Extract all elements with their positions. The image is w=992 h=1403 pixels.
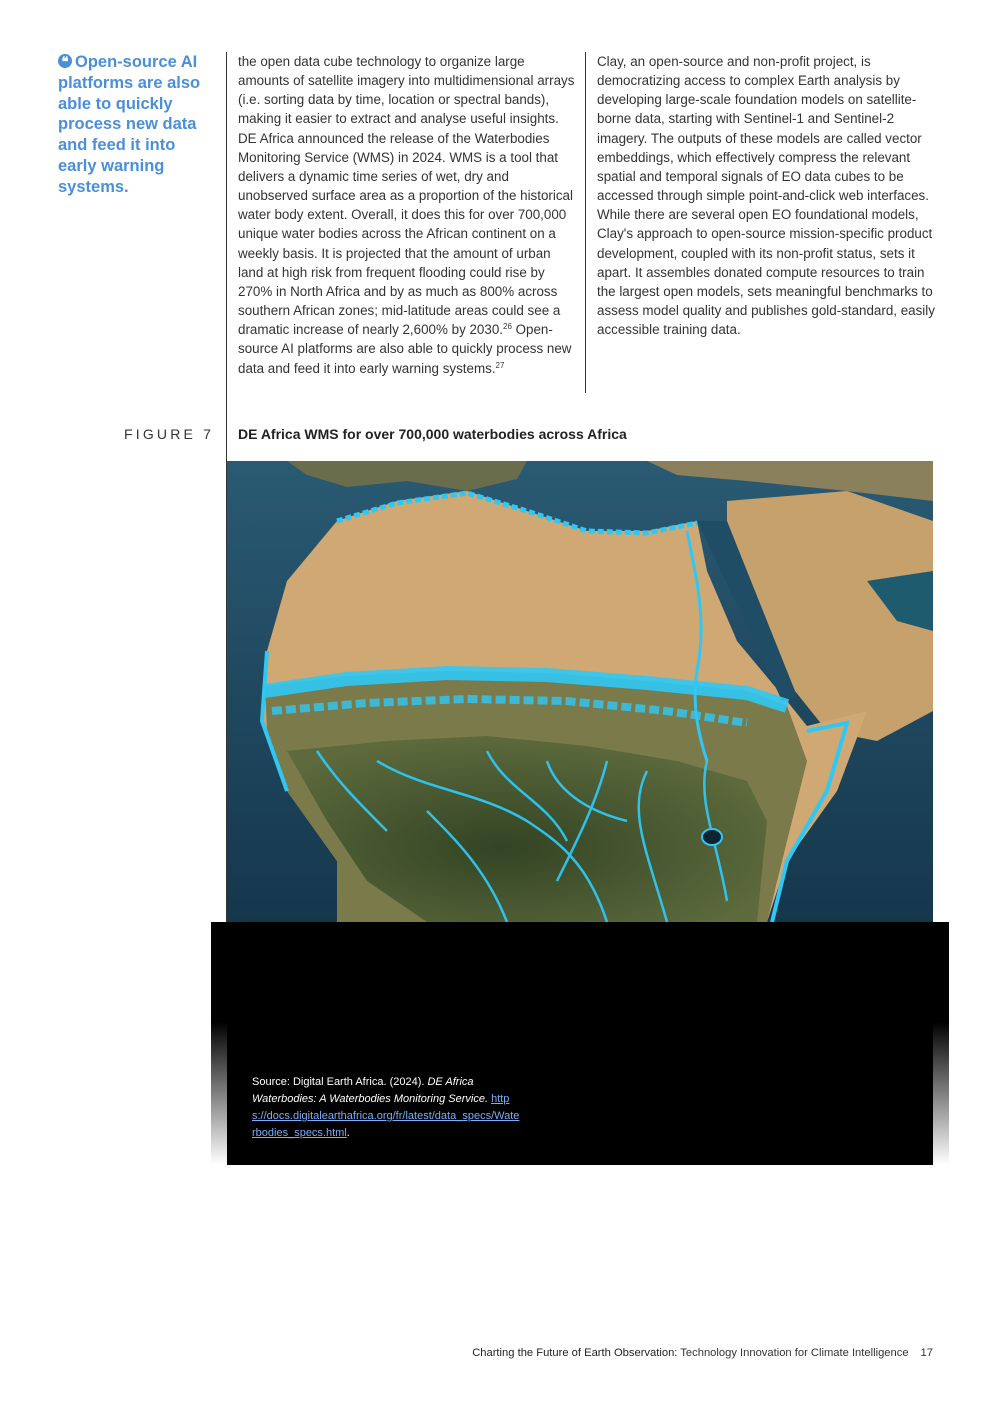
fade-right bbox=[933, 1022, 949, 1165]
footer-report-title: Charting the Future of Earth Observation: bbox=[472, 1347, 678, 1359]
footnote-ref-26[interactable]: 26 bbox=[503, 322, 512, 332]
africa-waterbodies-map bbox=[227, 461, 933, 922]
footnote-ref-27[interactable]: 27 bbox=[495, 360, 505, 370]
source-text: Digital Earth Africa. (2024). bbox=[289, 1076, 428, 1088]
body-text-left-part1: the open data cube technology to organize large amounts of satellite imagery into multidimensional arrays (i.e. sorting data by time, location or spectral bands), making it easier to extract and analyse useful insights. DE Africa announced the release of the Waterbodies Monitoring Service (WMS) in 2024. WMS is a tool that delivers a dynamic time series of wet, dry and unobserved surface area as a proportion of the historical water body extent. Overall, it does this for over 700,000 unique water bodies across the African continent on a weekly basis. It is projected that the amount of urban land at high risk from frequent flooding could rise by 270% in North Africa and by as much as 800% across southern African zones; mid-latitude areas could see a dramatic increase of nearly 2,600% by 2030. bbox=[238, 54, 575, 338]
footer-report-subtitle: Technology Innovation for Climate Intelligence bbox=[677, 1347, 909, 1359]
body-text-left-part2: Open-source AI platforms are also able to quickly process new data and feed it into early warning systems. bbox=[238, 322, 572, 376]
pull-quote-text: Open-source AI platforms are also able to quickly process new data and feed it into early warning systems. bbox=[58, 53, 201, 196]
middle-column-rule bbox=[585, 52, 586, 393]
lake-victoria bbox=[702, 829, 722, 845]
africa-map-graphic bbox=[227, 461, 933, 922]
page-footer bbox=[472, 1347, 933, 1359]
source-label: Source: bbox=[252, 1076, 290, 1088]
quote-icon: ❝ bbox=[58, 54, 72, 68]
figure-label: FIGURE 7 bbox=[124, 426, 215, 442]
body-column-left bbox=[238, 52, 576, 378]
pull-quote bbox=[58, 52, 216, 198]
body-text-right: Clay, an open-source and non-profit project, is democratizing access to complex Earth analysis by developing large-scale foundation models on satellite-borne data, starting with Sentinel-1 and Sentinel-2 imagery. The outputs of these models are called vector embeddings, which effectively compress the relevant spatial and temporal signals of EO data cubes to be accessed through simple point-and-click web interfaces. While there are several open EO foundational models, Clay's approach to open-source mission-specific product development, coupled with its non-profit status, sets it apart. It assembles donated compute resources to train the largest open models, sets meaningful benchmarks to assess model quality and publishes gold-standard, easily accessible training data. bbox=[597, 54, 935, 338]
page-number: 17 bbox=[920, 1347, 933, 1359]
body-column-right bbox=[597, 52, 935, 339]
source-title: DE Africa Waterbodies: A Waterbodies Monitoring Service. bbox=[252, 1076, 489, 1105]
figure-title: DE Africa WMS for over 700,000 waterbodies across Africa bbox=[238, 426, 627, 442]
source-end: . bbox=[346, 1127, 350, 1139]
fade-left bbox=[211, 1022, 227, 1165]
source-citation bbox=[252, 1074, 522, 1142]
source-link[interactable]: https://docs.digitalearthafrica.org/fr/latest/data_specs/Waterbodies_specs.html bbox=[252, 1093, 520, 1139]
